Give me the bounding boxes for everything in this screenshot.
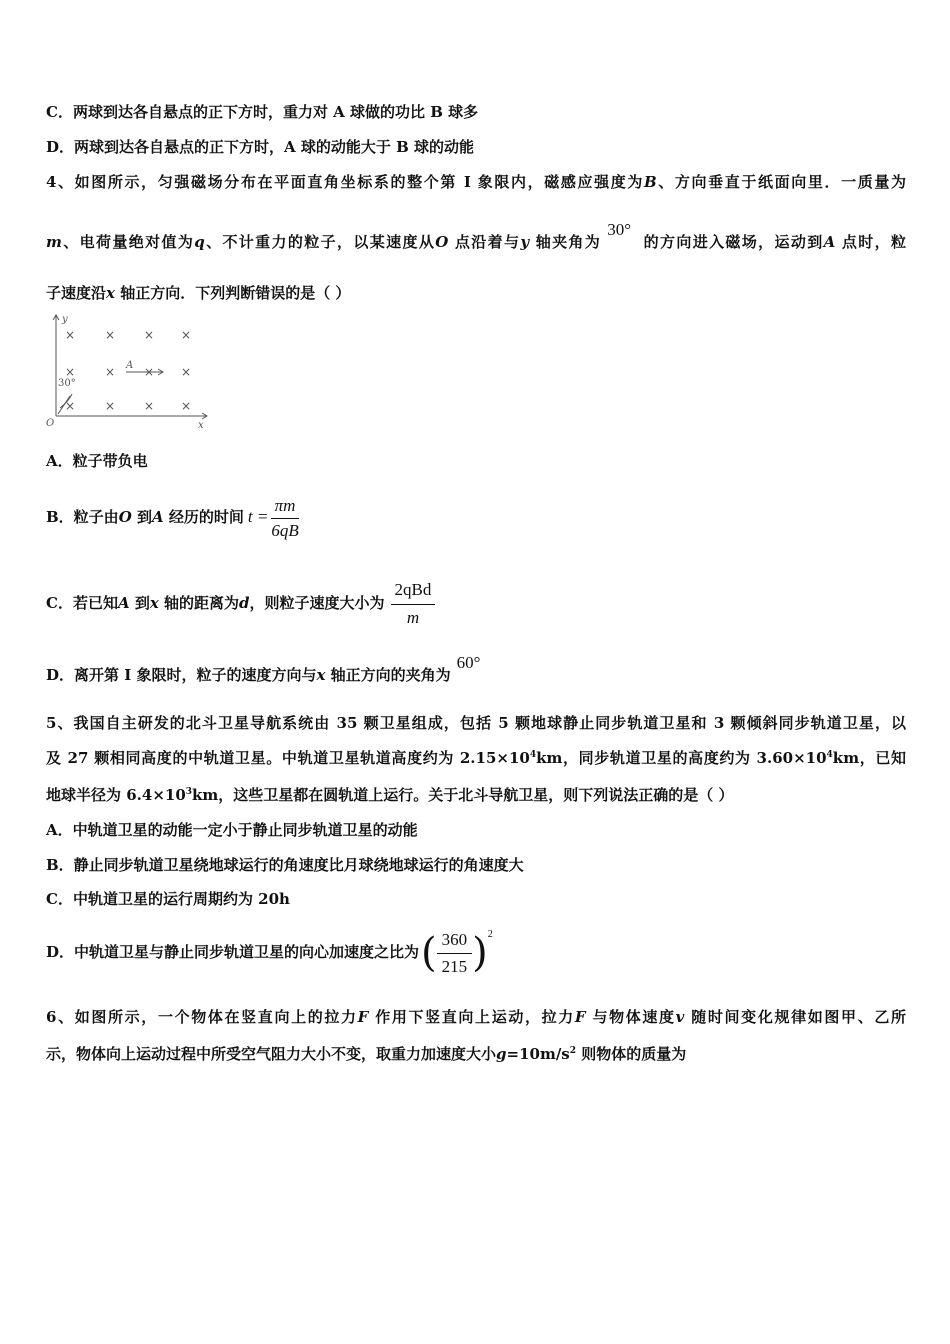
field-cross: × — [180, 328, 192, 342]
q5-option-d: D．中轨道卫星与静止同步轨道卫星的向心加速度之比为( $\frac{360}{215}$ )$^2$ — [46, 929, 493, 976]
field-cross: × — [104, 399, 116, 413]
angle-30: 30° — [607, 220, 631, 239]
point-a-label: A — [126, 360, 134, 371]
magnetic-field-figure — [44, 312, 216, 430]
q4-stem-line1: 4、如图所示，匀强磁场分布在平面直角坐标系的整个第 I 象限内，磁感应强度为B、方向垂直于纸面向里．一质量为 — [46, 173, 906, 191]
q5-stem-line3: 地球半径为 $6.4\times 10^3km$，这些卫星都在圆轨道上运行。关于北斗导航卫星，则下列说法正确的是（ ） — [46, 786, 734, 804]
q5-stem-line2: 及 27 颗相同高度的中轨道卫星。中轨道卫星轨道高度约为 $2.15\times 10^4km$，同步轨道卫星的高度约为 $3.60\times 10^4km$，已知 — [46, 749, 906, 767]
q6-stem-line2: 示，物体向上运动过程中所受空气阻力大小不变，取重力加速度大小$g=10m/s^2$ 则物体的质量为 — [46, 1045, 687, 1063]
x-axis-label: x — [198, 420, 204, 430]
q5-stem-line1: 5、我国自主研发的北斗卫星导航系统由 35 颗卫星组成，包括 5 颗地球静止同步轨道卫星和 3 颗倾斜同步轨道卫星，以 — [46, 714, 906, 732]
q5-option-c: C．中轨道卫星的运行周期约为 20h — [46, 890, 290, 908]
q3-option-c: C．两球到达各自悬点的正下方时，重力对 A 球做的功比 B 球多 — [46, 103, 479, 121]
q5-option-a: A．中轨道卫星的动能一定小于静止同步轨道卫星的动能 — [46, 821, 418, 839]
q4-option-a: A．粒子带负电 — [46, 452, 148, 470]
q6-stem-line1: 6、如图所示，一个物体在竖直向上的拉力F 作用下竖直向上运动，拉力F 与物体速度v 随时间变化规律如图甲、乙所 — [46, 1008, 906, 1026]
q3-option-d: D．两球到达各自悬点的正下方时，A 球的动能大于 B 球的动能 — [46, 138, 474, 156]
field-cross: × — [64, 328, 76, 342]
angle-60: 60° — [456, 653, 481, 672]
field-cross: × — [180, 365, 192, 379]
y-axis-label: y — [62, 314, 68, 325]
q4-option-c: C．若已知A 到x 轴的距离为d，则粒子速度大小为 $\frac{\text{2qBd}}{m}$ — [46, 570, 435, 636]
field-cross: × — [143, 399, 155, 413]
q4-option-d: D．离开第 Ⅰ 象限时，粒子的速度方向与x 轴正方向的夹角为60° — [46, 653, 481, 684]
field-cross: × — [64, 399, 76, 413]
origin-label: O — [46, 418, 55, 429]
angle-label: 30° — [58, 378, 76, 389]
q4-stem-line3: 子速度沿x 轴正方向．下列判断错误的是（ ） — [46, 284, 351, 302]
field-cross: × — [143, 365, 155, 379]
q4-option-b: B．粒子由O 到A 经历的时间 t = $\frac{\pi m}{6qB}$ — [46, 495, 299, 540]
field-cross: × — [104, 365, 116, 379]
field-cross: × — [180, 399, 192, 413]
field-cross: × — [64, 365, 76, 379]
field-cross: × — [143, 328, 155, 342]
q5-option-b: B．静止同步轨道卫星绕地球运行的角速度比月球绕地球运行的角速度大 — [46, 856, 524, 874]
q4-stem-line2: m、电荷量绝对值为q、不计重力的粒子，以某速度从O 点沿着与y 轴夹角为30° 的方向进入磁场，运动到A 点时，粒 — [46, 220, 906, 251]
field-cross: × — [104, 328, 116, 342]
